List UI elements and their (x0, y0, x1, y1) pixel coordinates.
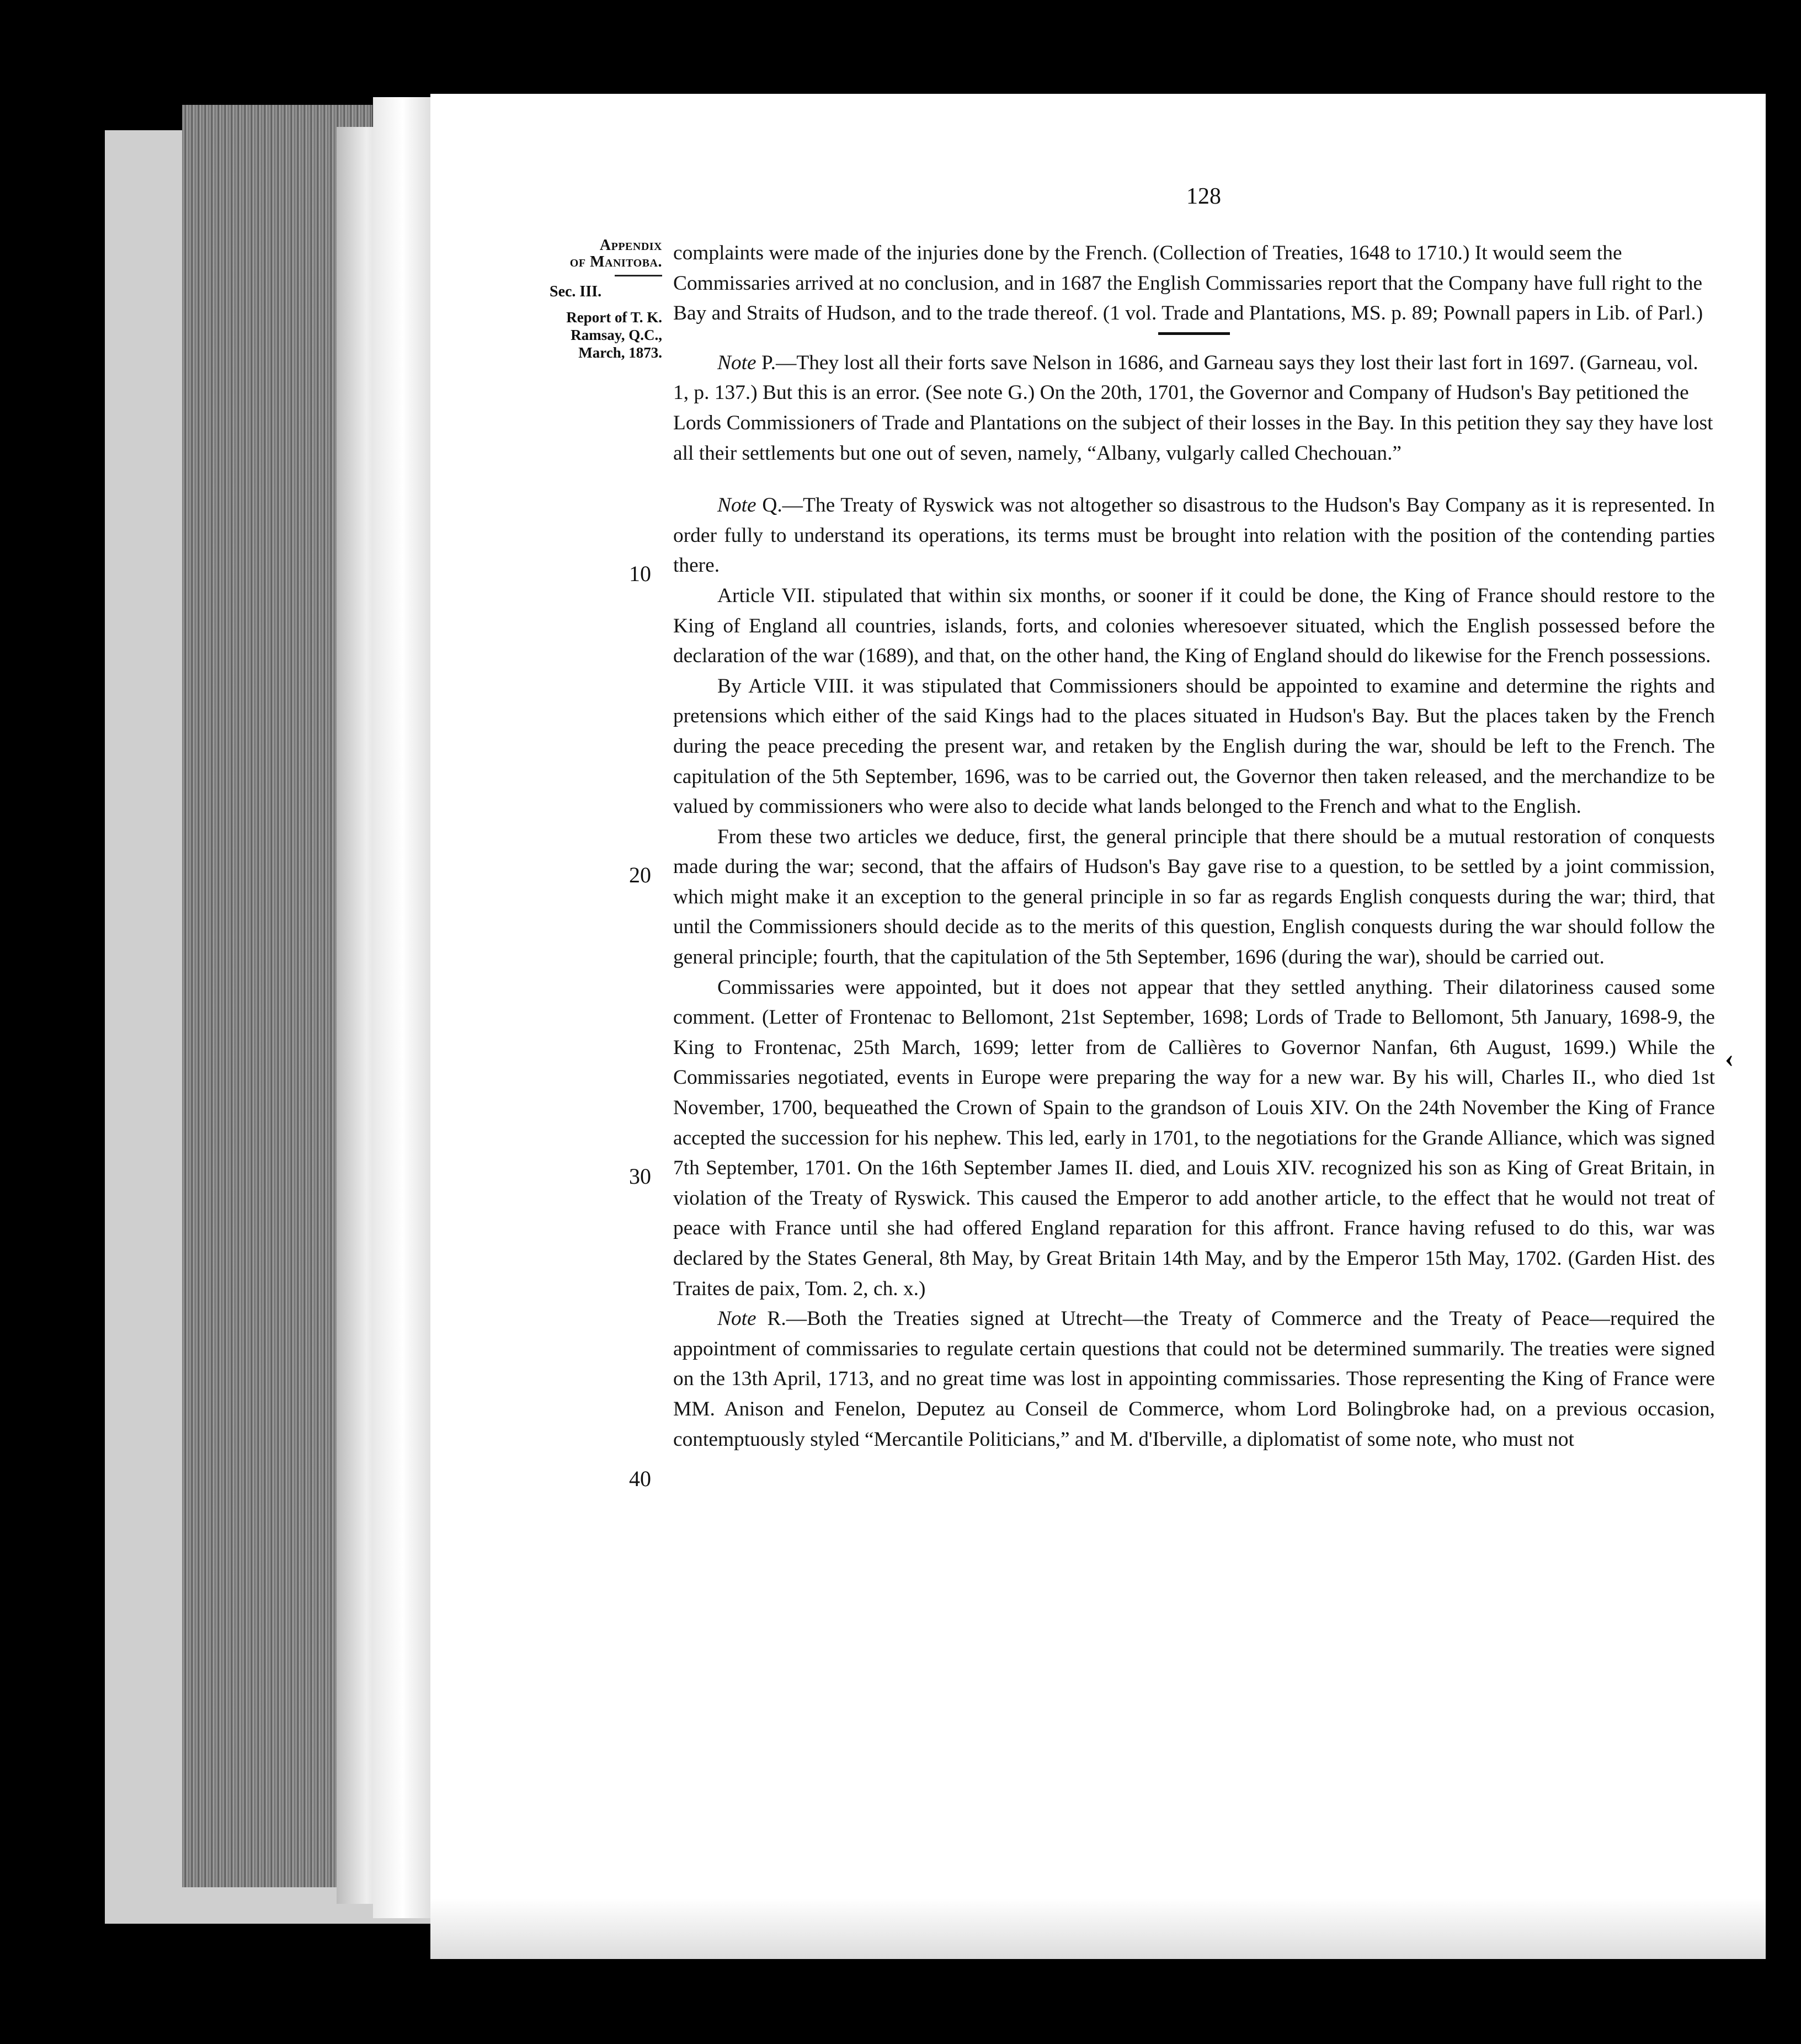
paragraph-note-p (673, 348, 1715, 469)
line-number-20: 20 (629, 863, 651, 887)
paragraph-text: By Article VIII. it was stipulated that Commissioners should be appointed to examine and determine the rights and pretensions which either of the said Kings had to the places situated in Hudson's Bay. But the places taken by the French during the peace preceding the present war, and retaken by the English during the war, should be left to the French. The capitulation of the 5th September, 1696, was to be carried out, the Governor then taken released, and the merchandize to be valued by commissioners who were also to decide what lands belonged to the French and what to the English. (673, 674, 1715, 818)
margin-note-line2: of Manitoba. (569, 253, 662, 270)
note-lead: Note (717, 351, 756, 374)
margin-note-report-2: Ramsay, Q.C., (571, 327, 662, 343)
paragraph-text: Q.—The Treaty of Ryswick was not altogether so disastrous to the Hudson's Bay Company as it is represented. In order fully to understand its operations, its terms must be brought into relation with the position of the contending parties there. (673, 494, 1715, 577)
paragraph-note-r (673, 1304, 1715, 1455)
paragraph-text: R.—Both the Treaties signed at Utrecht—the Treaty of Commerce and the Treaty of Peace—required the appointment of commissaries to regulate certain questions that could not be determined summarily. The treaties were signed on the 13th April, 1713, and no great time was lost in appointing commissaries. Those representing the King of France were MM. Anison and Fenelon, Deputez au Conseil de Commerce, whom Lord Bolingbroke had, on a previous occasion, contemptuously styled “Mercantile Politicians,” and M. d'Iberville, a diplomatist of some note, who must not (673, 1307, 1715, 1451)
margin-note-rule (615, 275, 662, 276)
line-number-30: 30 (629, 1164, 651, 1189)
margin-note-line1: Appendix (599, 237, 662, 254)
paragraph-note-q (673, 491, 1715, 581)
paragraph-deduction (673, 822, 1715, 973)
section-rule (1158, 332, 1230, 335)
paragraph-text: Commissaries were appointed, but it does not appear that they settled anything. Their dilatoriness caused some comment. (Letter of Frontenac to Bellomont, 21st September, 1698; Lords of Trade to Bellomont, 5th January, 1698-9, the King to Frontenac, 25th March, 1699; letter from de Callières to Governor Nanfan, 6th August, 1699.) While the Commissaries negotiated, events in Europe were preparing the way for a new war. By his will, Charles II., who died 1st November, 1700, bequeathed the Crown of Spain to the grandson of Louis XIV. On the 24th November the King of France accepted the succession for his nephew. This led, early in 1701, to the negotiations for the Grande Alliance, which was signed 7th September, 1701. On the 16th September James II. died, and Louis XIV. recognized his son as King of Great Britain, in violation of the Treaty of Ryswick. This caused the Emperor to add another article, to the effect that he would not treat of peace with France until she had offered England reparation for this affront. France having refused to do this, war was declared by the States General, 8th May, by Great Britain 14th May, and by the Emperor 15th May, 1702. (Garden Hist. des Traites de paix, Tom. 2, ch. x.) (673, 976, 1715, 1300)
margin-note-report-1: Report of T. K. (566, 309, 662, 326)
scan-arrow-mark-1: ‹ (1725, 1044, 1734, 1073)
line-number-10: 10 (629, 561, 651, 586)
line-number-40: 40 (629, 1466, 651, 1491)
paragraph-text: complaints were made of the injuries done by the French. (Collection of Treaties, 1648 to 1710.) It would seem the Commissaries arrived at no conclusion, and in 1687 the English Commissaries report that the Company have full right to the Bay and Straits of Hudson, and to the trade thereof. (1 vol. Trade and Plantations, MS. p. 89; Pownall papers in Lib. of Parl.) (673, 242, 1703, 325)
scan-arrow-mark-2: ‹ (1780, 1535, 1788, 1559)
margin-note-section: Sec. III. (550, 283, 602, 300)
paragraph-text: From these two articles we deduce, first, the general principle that there should be a mutual restoration of conquests made during the war; second, that the affairs of Hudson's Bay gave rise to a question, to be settled by a joint commission, which might make it an exception to the general principle in so far as regards English conquests during the war; third, that until the Commissioners should decide as to the merits of this question, English conquests during the war should follow the general principle; fourth, that the capitulation of the 5th September, 1696 (during the war), should be carried out. (673, 825, 1715, 969)
margin-note (545, 237, 662, 361)
paragraph-commissaries (673, 973, 1715, 1305)
paragraph-text: P.—They lost all their forts save Nelson in 1686, and Garneau says they lost their last fort in 1697. (Garneau, vol. 1, p. 137.) But this is an error. (See note G.) On the 20th, 1701, the Governor and Company of Hudson's Bay petitioned the Lords Commissioners of Trade and Plantations on the subject of their losses in the Bay. In this petition they say they have lost all their settlements but one out of seven, namely, “Albany, vulgarly called Chechouan.” (673, 351, 1713, 465)
paragraph-article-viii (673, 672, 1715, 822)
margin-note-report-3: March, 1873. (578, 344, 662, 361)
body-text (673, 238, 1715, 1455)
page-number: 128 (1186, 184, 1221, 209)
scan-frame-right (1766, 0, 1801, 2044)
note-lead: Note (717, 494, 756, 517)
paragraph-gap (673, 469, 1715, 491)
paragraph-text: Article VII. stipulated that within six months, or sooner if it could be done, the King of France should restore to the King of England all countries, islands, forts, and colonies wheresoever situated, which the English possessed before the declaration of the war (1689), and that, on the other hand, the King of England should do likewise for the French possessions. (673, 584, 1715, 668)
paragraph-continuation (673, 238, 1715, 329)
book-gutter (373, 97, 438, 1918)
paragraph-article-vii (673, 581, 1715, 672)
page-bottom-shadow (430, 1898, 1766, 1959)
note-lead: Note (717, 1307, 756, 1330)
